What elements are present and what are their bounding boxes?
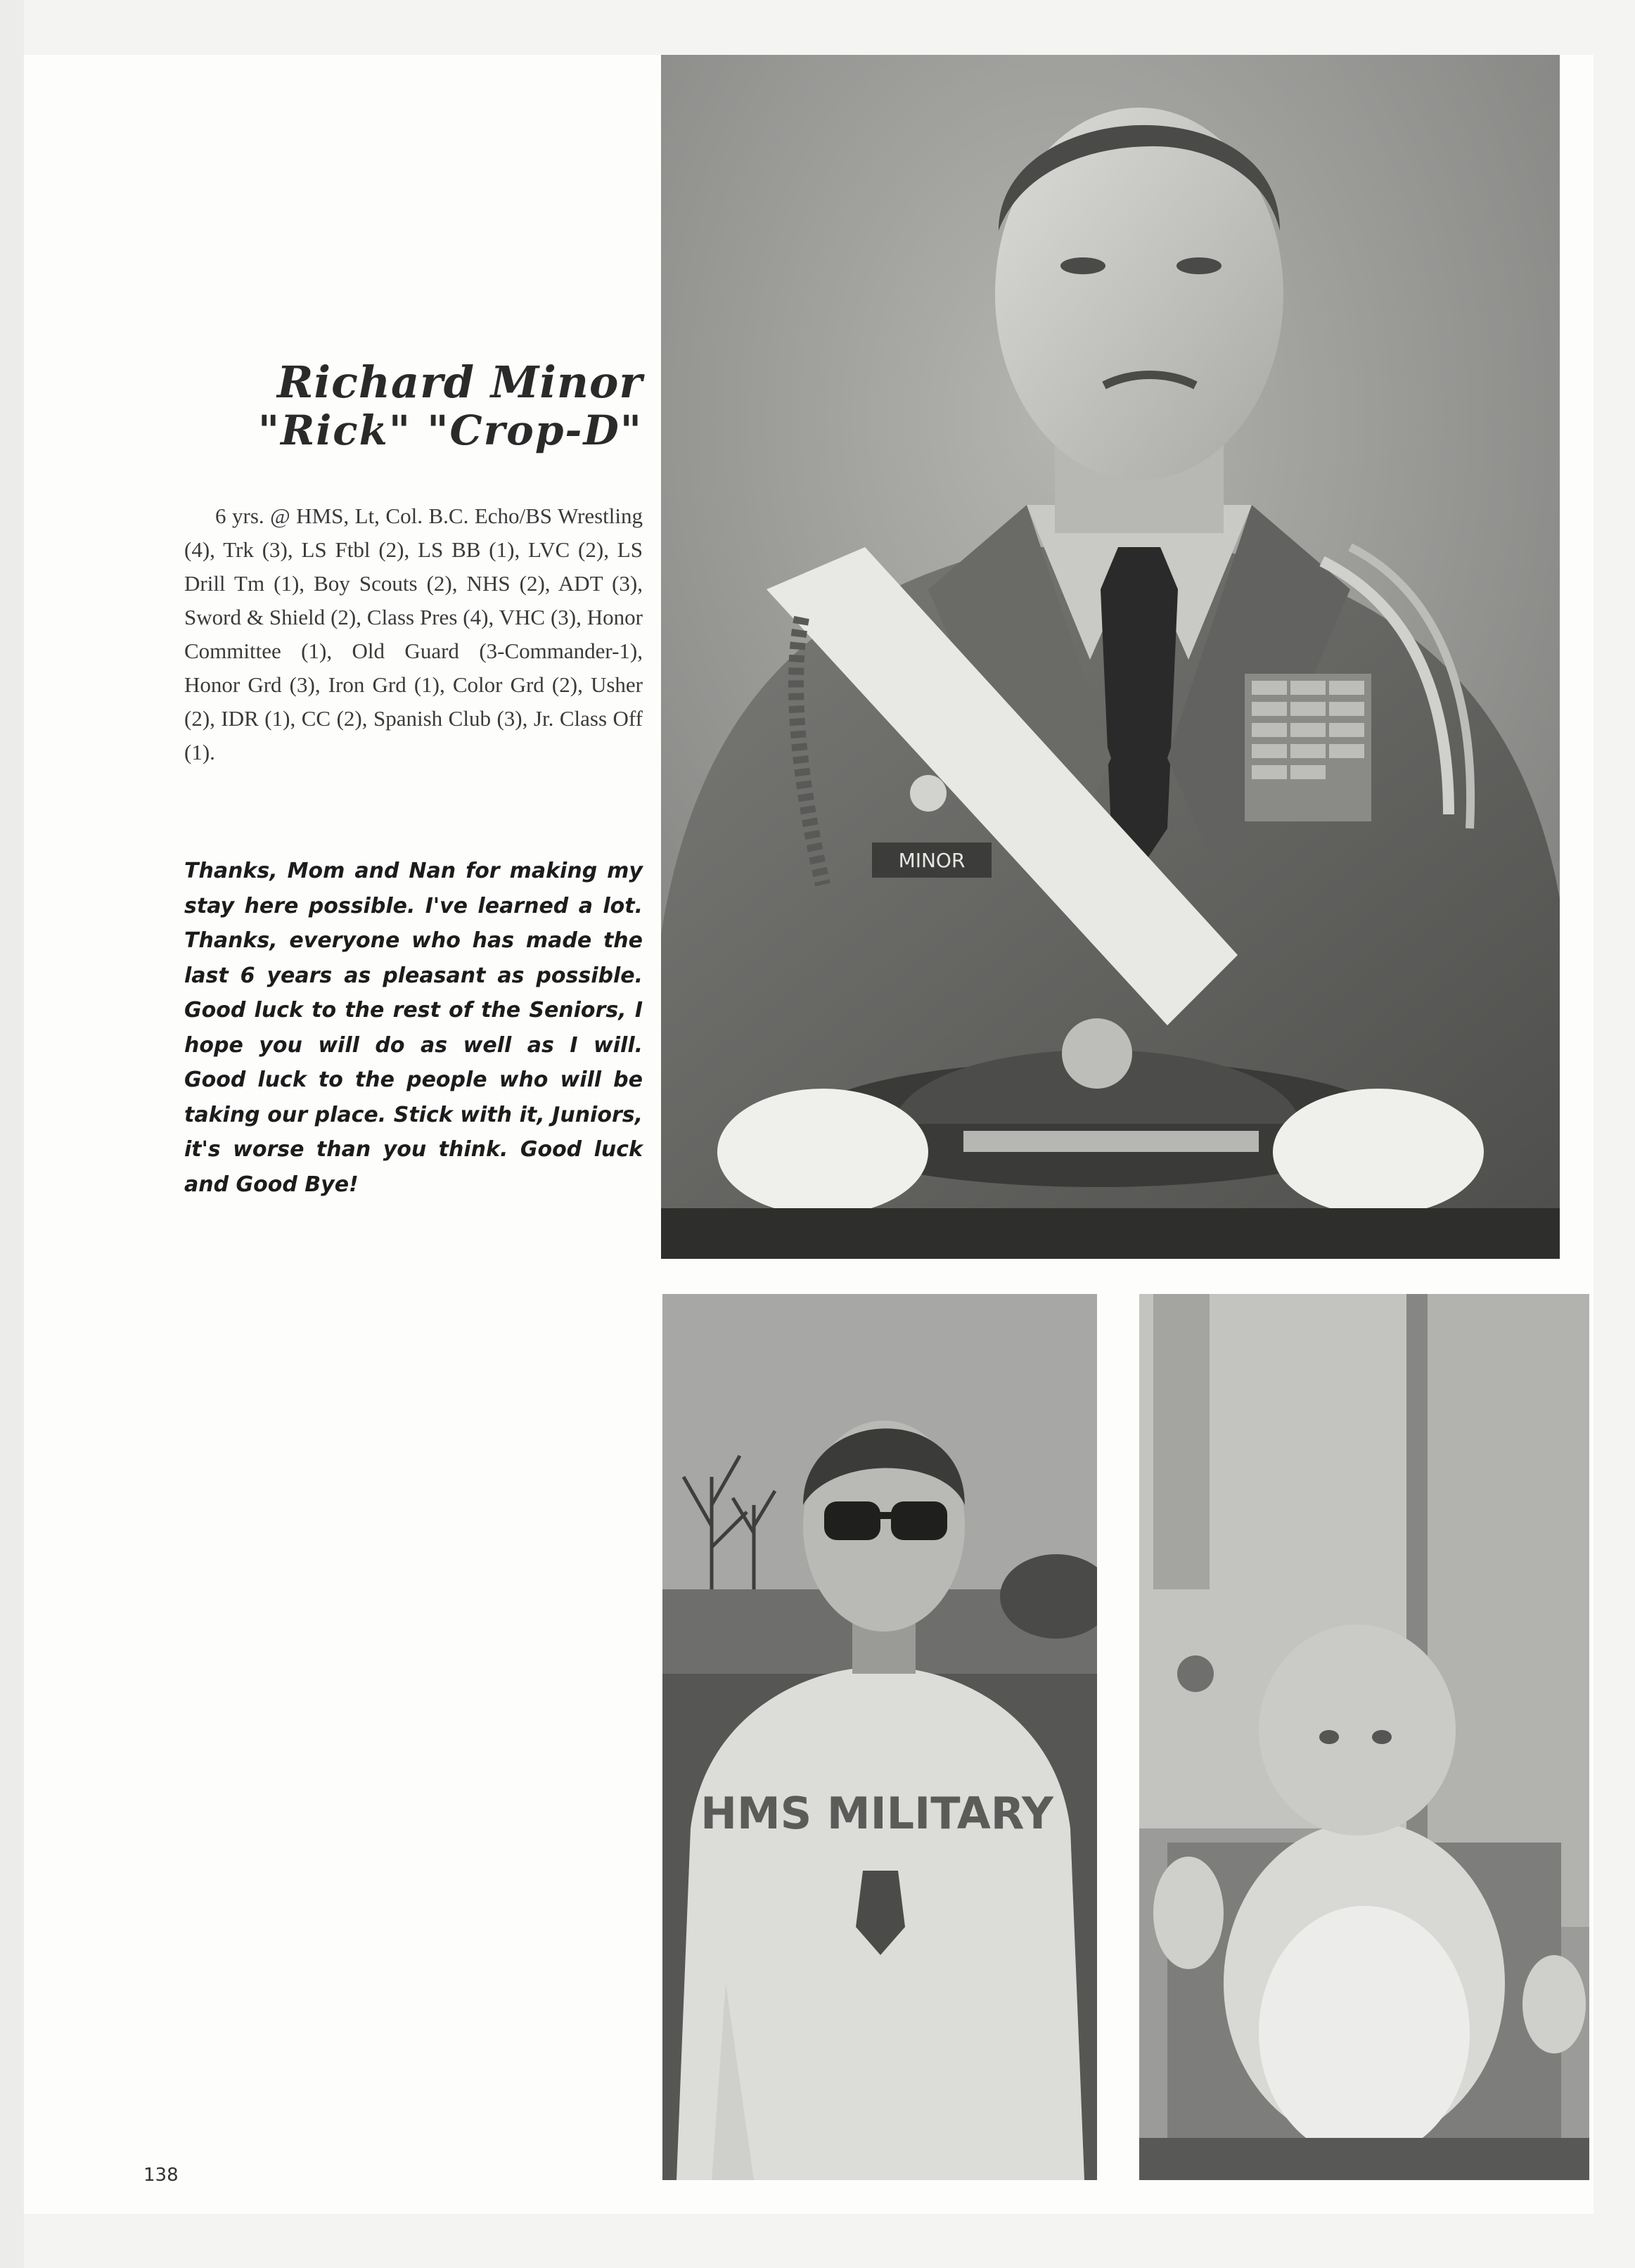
senior-message: Thanks, Mom and Nan for making my stay here possible. I've learned a lot. Thanks, everyone who has made the last 6 years as pleasant as possible. Good luck to the rest of the Seniors, I hope you will do as well as I will. Good luck to the people who will be taking our place. Stick with it, Juniors, it's worse than you think. Good luck and Good Bye!: [184, 859, 643, 1197]
activities-list: [184, 499, 643, 769]
childhood-photo: [1139, 1294, 1589, 2180]
shirt-lettering: HMS MILITARY: [700, 1788, 1053, 1839]
senior-name: Richard Minor: [277, 357, 643, 408]
candid-photo-sunglasses: [662, 1294, 1097, 2180]
yearbook-page: [24, 55, 1594, 2214]
page-number: 138: [143, 2165, 179, 2186]
senior-name-block: [235, 357, 643, 454]
senior-portrait-photo: [661, 55, 1560, 1259]
activities-text: 6 yrs. @ HMS, Lt, Col. B.C. Echo/BS Wrestling (4), Trk (3), LS Ftbl (2), LS BB (1), LVC (2), LS Drill Tm (1), Boy Scouts (2), NHS (2), ADT (3), Sword & Shield (2), Class Pres (4), VHC (3), Honor Committee (1), Old Guard (3-Commander-1), Honor Grd (3), Iron Grd (1), Color Grd (2), Usher (2), IDR (1), CC (2), Spanish Club (3), Jr. Class Off (1).: [184, 504, 643, 764]
scan-edge: [0, 0, 24, 2268]
nameplate-text: MINOR: [898, 849, 966, 872]
senior-nickname: "Rick" "Crop-D": [257, 406, 643, 455]
